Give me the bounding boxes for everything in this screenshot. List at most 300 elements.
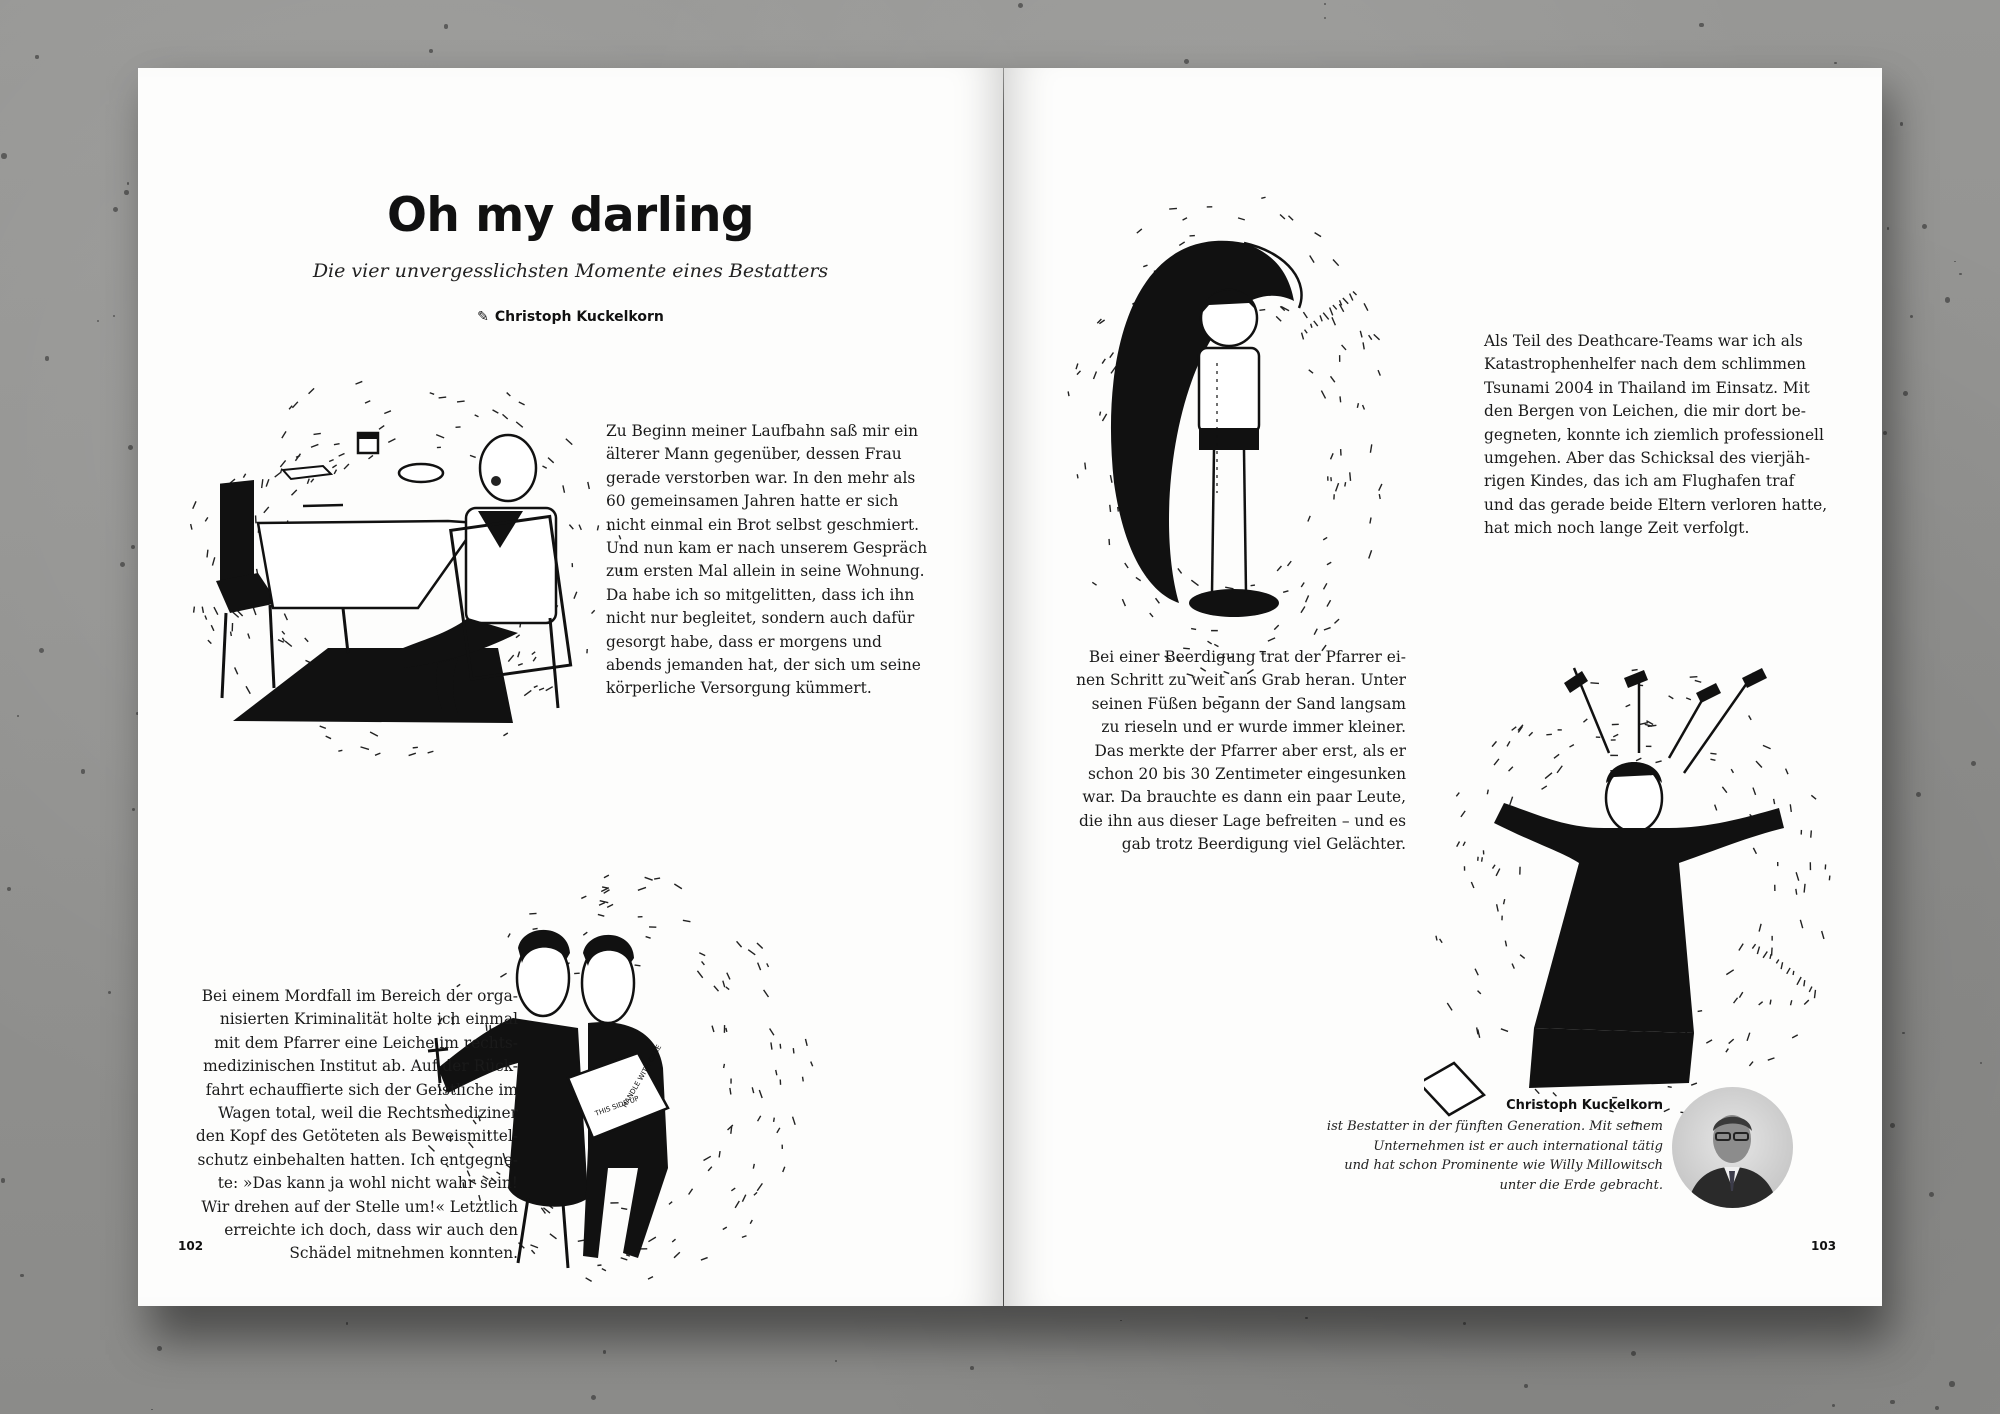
- speckle-dash: [1811, 795, 1816, 799]
- speckle-dash: [246, 686, 250, 694]
- story-1-line: gerade verstorben war. In den mehr als: [606, 468, 916, 487]
- speckle-dash: [1225, 587, 1233, 589]
- speckle-dash: [1314, 629, 1317, 635]
- story-4-line: war. Da brauchte es dann ein paar Leute,: [1082, 788, 1406, 807]
- speckle-dash: [235, 667, 238, 674]
- speckle-dash: [1183, 218, 1187, 220]
- speckle-dash: [689, 1189, 693, 1195]
- speckle-dash: [805, 1039, 807, 1046]
- speckle-dash: [811, 1062, 813, 1067]
- left-page: [138, 68, 1003, 1306]
- author-portrait: [1672, 1087, 1793, 1208]
- speckle-dash: [588, 482, 590, 489]
- speckle-dash: [727, 973, 730, 980]
- speckle-dash: [1301, 582, 1304, 587]
- speckle-dash: [334, 470, 336, 474]
- story-1-line: 60 gemeinsamen Jahren hatte er sich: [606, 492, 899, 511]
- bible-book: [1424, 1063, 1484, 1115]
- concrete-pore: [1, 153, 6, 158]
- speckle-dash: [428, 751, 434, 753]
- speckle-dash: [1636, 758, 1641, 761]
- speckle-dash: [708, 1167, 712, 1171]
- article-subtitle: Die vier unvergesslichsten Momente eines Bestatters: [312, 260, 829, 282]
- speckle-dash: [1535, 1089, 1539, 1094]
- speckle-dash: [638, 887, 646, 890]
- speckle-dash: [1302, 333, 1304, 340]
- story-3-line: hat mich noch lange Zeit verfolgt.: [1484, 519, 1750, 538]
- speckle-dash: [1447, 1003, 1452, 1010]
- speckle-dash: [1471, 882, 1474, 888]
- speckle-dash: [1822, 931, 1824, 939]
- story-1-line: zum ersten Mal allein in seine Wohnung.: [606, 562, 925, 581]
- speckle-dash: [307, 479, 309, 484]
- speckle-dash: [1546, 734, 1552, 735]
- concrete-pore: [20, 1274, 24, 1278]
- speckle-dash: [1332, 317, 1335, 325]
- speckle-dash: [1118, 507, 1119, 512]
- speckle-dash: [1478, 991, 1481, 994]
- speckle-dash: [1301, 607, 1305, 613]
- speckle-dash: [1251, 585, 1255, 586]
- speckle-dash: [648, 1237, 655, 1242]
- story-3-text: [1484, 330, 1827, 541]
- speckle-dash: [320, 726, 326, 728]
- speckle-dash: [430, 393, 434, 395]
- story-2-line: te: »Das kann ja wohl nicht wahr sein!: [217, 1174, 518, 1193]
- story-4-line: zu rieseln und er wurde immer kleiner.: [1101, 718, 1406, 737]
- sinking-priest-robe: [1494, 803, 1784, 1033]
- speckle-dash: [1509, 767, 1513, 771]
- story-4-line: schon 20 bis 30 Zentimeter eingesunken: [1087, 765, 1406, 784]
- speckle-dash: [752, 1087, 753, 1093]
- bio-name: Christoph Kuckelkorn: [1506, 1098, 1663, 1113]
- bio-line: und hat schon Prominente wie Willy Millowitsch: [1344, 1158, 1663, 1173]
- speckle-dash: [1496, 869, 1500, 876]
- speckle-dash: [737, 941, 742, 947]
- speckle-dash: [1440, 939, 1443, 943]
- speckle-dash: [1336, 483, 1339, 491]
- speckle-dash: [1068, 391, 1069, 396]
- speckle-dash: [566, 439, 572, 445]
- speckle-dash: [1554, 754, 1559, 758]
- speckle-dash: [1668, 1087, 1672, 1088]
- speckle-dash: [1102, 359, 1105, 364]
- speckle-dash: [758, 1116, 761, 1121]
- speckle-dash: [669, 1202, 672, 1205]
- speckle-dash: [524, 690, 531, 695]
- speckle-dash: [548, 458, 554, 463]
- speckle-dash: [1774, 799, 1775, 804]
- speckle-dash: [1763, 745, 1771, 748]
- old-man-at-table-illustration: [178, 363, 628, 763]
- speckle-dash: [1553, 1093, 1557, 1097]
- concrete-pore: [97, 320, 99, 322]
- speckle-dash: [1759, 1002, 1763, 1005]
- speckle-dash: [1520, 955, 1525, 959]
- right-page: [1004, 68, 1882, 1306]
- speckle-dash: [597, 525, 598, 530]
- speckle-dash: [344, 464, 349, 469]
- speckle-dash: [361, 747, 369, 750]
- sinking-priest-illustration: [1424, 663, 1844, 1143]
- speckle-dash: [1613, 734, 1618, 736]
- speckle-dash: [1306, 595, 1309, 602]
- speckle-dash: [726, 987, 729, 990]
- concrete-pore: [1699, 23, 1704, 28]
- speckle-dash: [212, 557, 214, 565]
- concrete-pore: [1900, 122, 1903, 125]
- speckle-dash: [243, 474, 245, 478]
- story-2-line: nisierten Kriminalität holte ich einmal: [219, 1010, 518, 1029]
- concrete-pore: [1902, 1032, 1905, 1035]
- concrete-pore: [45, 356, 50, 361]
- story-1-line: nicht nur begleitet, sondern auch dafür: [606, 609, 915, 628]
- speckle-dash: [413, 747, 418, 748]
- speckle-dash: [1077, 474, 1078, 478]
- speckle-dash: [1321, 391, 1325, 399]
- speckle-dash: [334, 444, 340, 445]
- speckle-dash: [546, 687, 553, 691]
- speckle-dash: [1691, 1083, 1697, 1085]
- speckle-dash: [1786, 769, 1788, 775]
- speckle-dash: [1143, 265, 1147, 267]
- speckle-dash: [1136, 577, 1141, 580]
- byline: [138, 309, 1003, 325]
- speckle-dash: [1505, 941, 1506, 947]
- speckle-dash: [1797, 977, 1801, 985]
- speckle-dash: [1085, 463, 1086, 470]
- speckle-dash: [207, 550, 208, 558]
- speckle-dash: [1340, 396, 1341, 402]
- story-2-line: Wagen total, weil die Rechtsmediziner: [218, 1104, 518, 1123]
- concrete-pore: [1949, 1381, 1954, 1386]
- speckle-dash: [285, 641, 292, 646]
- speckle-dash: [1238, 218, 1245, 220]
- speckle-dash: [1345, 482, 1346, 486]
- speckle-dash: [202, 607, 203, 613]
- speckle-dash: [1645, 724, 1652, 726]
- speckle-dash: [1811, 830, 1812, 837]
- speckle-dash: [767, 963, 769, 967]
- speckle-dash: [803, 1077, 804, 1082]
- story-2-line: schutz einbehalten hatten. Ich entgegne-: [197, 1150, 518, 1169]
- speckle-dash: [1787, 968, 1790, 974]
- pencil-icon: ✎: [477, 309, 489, 325]
- speckle-dash: [1330, 308, 1333, 316]
- speckle-dash: [750, 1220, 752, 1224]
- speckle-dash: [748, 950, 755, 955]
- speckle-dash: [1333, 305, 1337, 309]
- speckle-dash: [1664, 1109, 1670, 1112]
- speckle-dash: [508, 933, 510, 937]
- speckle-dash: [1137, 229, 1142, 233]
- speckle-dash: [339, 453, 345, 456]
- speckle-dash: [1122, 599, 1125, 606]
- speckle-dash: [1494, 759, 1499, 765]
- speckle-dash: [1363, 405, 1365, 410]
- story-1-text: [606, 420, 927, 701]
- concrete-pore: [17, 715, 19, 717]
- speckle-dash: [754, 1192, 757, 1195]
- speckle-dash: [1456, 793, 1459, 797]
- speckle-dash: [233, 612, 239, 617]
- concrete-pore: [1959, 273, 1961, 275]
- speckle-dash: [599, 903, 605, 906]
- concrete-pore: [1, 1178, 5, 1182]
- speckle-dash: [731, 1126, 732, 1134]
- speckle-dash: [291, 490, 296, 495]
- story-3-line: Katastrophenhelfer nach dem schlimmen: [1484, 355, 1806, 374]
- speckle-dash: [1364, 303, 1368, 310]
- speckle-dash: [563, 485, 565, 492]
- speckle-dash: [1280, 215, 1285, 220]
- speckle-dash: [1695, 680, 1701, 682]
- concrete-pore: [120, 562, 125, 567]
- concrete-pore: [1945, 297, 1950, 302]
- speckle-dash: [1809, 987, 1812, 992]
- speckle-dash: [1759, 924, 1761, 932]
- concrete-pore: [1922, 224, 1927, 229]
- speckle-dash: [502, 414, 507, 419]
- speckle-dash: [1330, 376, 1334, 382]
- speckle-dash: [699, 953, 705, 956]
- portrait-drawing: [1672, 1087, 1793, 1208]
- speckle-dash: [1191, 580, 1198, 585]
- story-4-line: gab trotz Beerdigung viel Gelächter.: [1121, 835, 1406, 854]
- speckle-dash: [1370, 518, 1371, 524]
- speckle-dash: [214, 607, 218, 615]
- concrete-pore: [1935, 1406, 1939, 1410]
- speckle-dash: [730, 1088, 731, 1095]
- concrete-pore: [591, 1395, 596, 1400]
- speckle-dash: [516, 422, 523, 427]
- concrete-pore: [835, 1360, 837, 1362]
- speckle-dash: [697, 971, 702, 978]
- speckle-dash: [542, 466, 546, 468]
- speckle-dash: [1722, 787, 1727, 793]
- speckle-dash: [1311, 324, 1312, 328]
- speckle-dash: [1125, 563, 1128, 568]
- speckle-dash: [764, 990, 769, 997]
- story-1-line: gesorgt habe, dass er morgens und: [606, 632, 882, 651]
- speckle-dash: [702, 961, 705, 965]
- speckle-dash: [1324, 628, 1331, 630]
- speckle-dash: [1487, 790, 1488, 795]
- speckle-dash: [519, 402, 525, 405]
- story-1-line: Und nun kam er nach unserem Gespräch: [606, 539, 928, 558]
- speckle-dash: [503, 733, 507, 736]
- speckle-dash: [282, 431, 286, 438]
- speckle-dash: [602, 887, 608, 888]
- speckle-dash: [1110, 353, 1114, 358]
- speckle-dash: [600, 901, 609, 903]
- speckle-dash: [539, 688, 544, 690]
- speckle-dash: [280, 460, 285, 466]
- story-1-line: abends jemanden hat, der sich um seine: [606, 656, 921, 675]
- speckle-dash: [1512, 964, 1514, 969]
- concrete-pore: [1954, 261, 1956, 263]
- speckle-dash: [470, 455, 476, 457]
- byline-author: Christoph Kuckelkorn: [494, 309, 664, 325]
- speckle-dash: [194, 607, 195, 613]
- speckle-dash: [193, 501, 196, 508]
- speckle-dash: [262, 479, 263, 488]
- speckle-dash: [1542, 786, 1547, 789]
- concrete-pore: [429, 49, 433, 53]
- speckle-dash: [516, 635, 520, 638]
- speckle-dash: [518, 651, 520, 657]
- speckle-dash: [1261, 197, 1265, 198]
- speckle-dash: [1093, 371, 1096, 379]
- story-1-line: nicht einmal ein Brot selbst geschmiert.: [606, 515, 920, 534]
- speckle-dash: [1178, 568, 1182, 573]
- speckle-dash: [284, 614, 287, 621]
- box-label-up: THIS SIDE UP: [593, 1094, 641, 1118]
- article-title: Oh my darling: [386, 188, 755, 243]
- concrete-pore: [113, 315, 115, 317]
- bio-line: Unternehmen ist er auch international tätig: [1373, 1138, 1663, 1154]
- speckle-dash: [1191, 629, 1196, 630]
- speckle-dash: [1076, 364, 1078, 370]
- speckle-dash: [529, 913, 536, 914]
- speckle-dash: [1077, 371, 1081, 375]
- speckle-dash: [1790, 804, 1791, 812]
- speckle-dash: [248, 633, 250, 638]
- story-2-text: [173, 985, 518, 1266]
- man-head: [480, 435, 536, 501]
- speckle-dash: [703, 1156, 710, 1160]
- concrete-pore: [1903, 391, 1908, 396]
- speckle-dash: [1303, 312, 1307, 318]
- speckle-dash: [275, 473, 281, 477]
- speckle-dash: [724, 1064, 725, 1068]
- speckle-dash: [1715, 805, 1717, 811]
- speckle-dash: [1350, 294, 1353, 301]
- speckle-dash: [592, 610, 595, 613]
- story-3-line: umgehen. Aber das Schicksal des vierjäh-: [1484, 449, 1811, 468]
- speckle-dash: [368, 455, 372, 458]
- speckle-dash: [1379, 494, 1380, 499]
- speckle-dash: [1323, 537, 1327, 539]
- speckle-dash: [579, 525, 581, 530]
- speckle-dash: [1492, 741, 1496, 746]
- speckle-dash: [1288, 216, 1293, 221]
- speckle-dash: [598, 914, 604, 916]
- speckle-dash: [508, 655, 513, 662]
- speckle-dash: [1276, 316, 1281, 321]
- speckle-dash: [1277, 566, 1281, 571]
- speckle-dash: [793, 1117, 796, 1125]
- chair-back: [220, 480, 254, 589]
- speckle-dash: [574, 592, 577, 599]
- concrete-pore: [1524, 1384, 1528, 1388]
- concrete-pore: [132, 808, 135, 811]
- speckle-dash: [602, 1269, 606, 1271]
- speckle-dash: [1156, 598, 1160, 603]
- speckle-dash: [532, 652, 535, 655]
- bio-line: unter die Erde gebracht.: [1499, 1177, 1663, 1193]
- speckle-dash: [1314, 321, 1318, 326]
- bio-line: ist Bestatter in der fünften Generation. Mit seinem: [1326, 1119, 1663, 1134]
- speckle-dash: [208, 640, 211, 644]
- speckle-dash: [1792, 1035, 1798, 1038]
- speckle-dash: [332, 465, 336, 468]
- speckle-dash: [530, 1245, 538, 1248]
- speckle-dash: [365, 401, 370, 403]
- speckle-dash: [436, 435, 444, 438]
- speckle-dash: [1791, 1000, 1792, 1005]
- speckle-dash: [500, 973, 506, 977]
- concrete-pore: [39, 648, 44, 653]
- story-1-line: Da habe ich so mitgelitten, dass ich ihn: [606, 585, 915, 604]
- speckle-dash: [253, 607, 256, 615]
- speckle-dash: [379, 426, 384, 430]
- speckle-dash: [1739, 992, 1742, 998]
- concrete-pore: [1324, 3, 1326, 5]
- speckle-dash: [742, 1195, 745, 1202]
- speckle-dash: [296, 456, 300, 458]
- speckle-dash: [1793, 971, 1794, 975]
- story-2-line: Bei einem Mordfall im Bereich der orga-: [201, 987, 518, 1005]
- speckle-dash: [264, 507, 269, 513]
- speckle-dash: [1092, 582, 1096, 585]
- speckle-dash: [388, 439, 395, 443]
- speckle-dash: [1626, 705, 1631, 707]
- speckle-dash: [1463, 842, 1465, 846]
- speckle-dash: [1726, 1049, 1728, 1053]
- speckle-dash: [1350, 472, 1351, 481]
- speckle-dash: [278, 640, 284, 643]
- speckle-dash: [266, 479, 269, 486]
- speckle-dash: [1327, 562, 1331, 564]
- speckle-dash: [1804, 1000, 1809, 1004]
- speckle-dash: [338, 750, 342, 751]
- speckle-dash: [1370, 444, 1371, 452]
- speckle-dash: [1690, 677, 1698, 678]
- speckle-dash: [1363, 342, 1364, 349]
- story-4-line: seinen Füßen begann der Sand langsam: [1091, 694, 1406, 713]
- speckle-dash: [1776, 959, 1778, 963]
- concrete-pore: [35, 55, 38, 58]
- concrete-pore: [1890, 1400, 1894, 1404]
- concrete-pore: [131, 545, 135, 549]
- speckle-dash: [1781, 962, 1782, 969]
- speckle-dash: [1698, 1011, 1702, 1012]
- speckle-dash: [726, 1028, 727, 1032]
- speckle-dash: [604, 875, 609, 878]
- speckle-dash: [1268, 638, 1275, 641]
- speckle-dash: [356, 381, 363, 384]
- speckle-dash: [1529, 732, 1533, 736]
- speckle-dash: [1324, 583, 1327, 589]
- concrete-pore: [7, 887, 11, 891]
- speckle-dash: [712, 1026, 714, 1032]
- speckle-dash: [1150, 613, 1153, 617]
- story-4-line: nen Schritt zu weit ans Grab heran. Unter: [1076, 671, 1406, 690]
- speckle-dash: [1102, 414, 1106, 421]
- story-3-line: rigen Kindes, das ich am Flughafen traf: [1484, 472, 1795, 491]
- concrete-pore: [124, 190, 129, 195]
- speckle-dash: [758, 963, 761, 971]
- speckle-dash: [191, 524, 192, 530]
- concrete-pore: [1890, 1123, 1895, 1128]
- concrete-pore: [1910, 315, 1913, 318]
- concrete-pore: [970, 1366, 974, 1370]
- speckle-dash: [205, 517, 208, 521]
- story-3-line: gegneten, konnte ich ziemlich professionell: [1484, 425, 1824, 444]
- concrete-pore: [1980, 1062, 1982, 1064]
- story-3-line: Als Teil des Deathcare-Teams war ich als: [1484, 332, 1803, 350]
